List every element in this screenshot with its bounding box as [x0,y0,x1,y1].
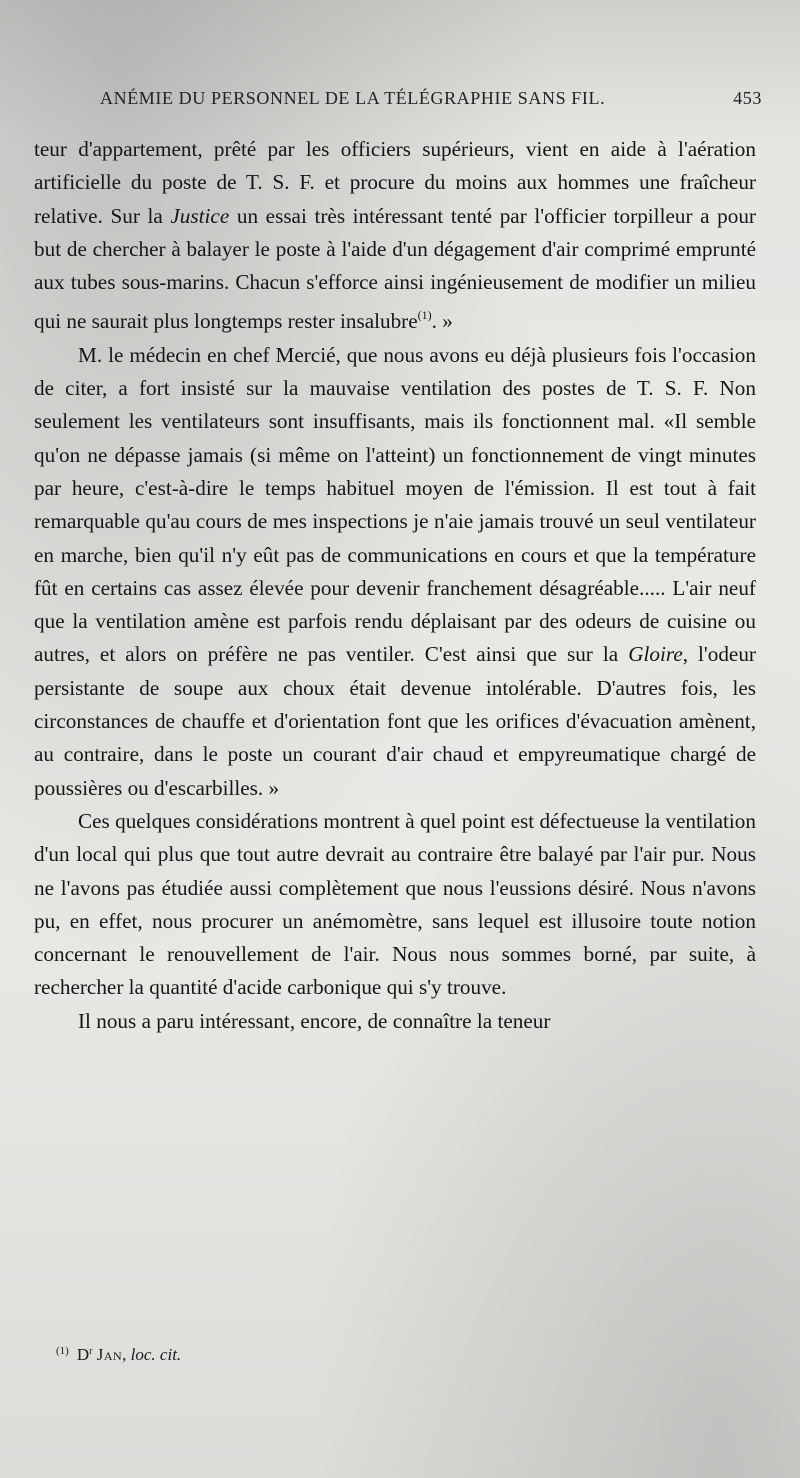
body-text [34,133,756,1038]
paragraph-1: teur d'appartement, prêté par les officiers supérieurs, vient en aide à l'aération artificielle du poste de T. S. F. et procure du moins aux hommes une fraîcheur relative. Sur la Justice un essai très intéressant tenté par l'officier torpilleur a pour but de chercher à balayer le poste à l'aide d'un dégagement d'air comprimé emprunté aux tubes sous-marins. Chacun s'efforce ainsi ingénieusement de modifier un milieu qui ne saurait plus longtemps rester insalubre$^{(1)}$. » [34,137,756,334]
paragraph-2: M. le médecin en chef Mercié, que nous avons eu déjà plusieurs fois l'occasion de citer, a fort insisté sur la mauvaise ventilation des postes de T. S. F. Non seulement les ventilateurs sont insuffisants, mais ils fonctionnent mal. «Il semble qu'on ne dépasse jamais (si même on l'atteint) un fonctionnement de vingt minutes par heure, c'est-à-dire le temps habituel moyen de l'émission. Il est tout à fait remarquable qu'au cours de mes inspections je n'aie jamais trouvé un seul ventilateur en marche, bien qu'il n'y eût pas de communications en cours et que la température fût en certains cas assez élevée pour devenir franchement désagréable..... L'air neuf que la ventilation amène est parfois rendu déplaisant par des odeurs de cuisine ou autres, et alors on préfère ne pas ventiler. C'est ainsi que sur la Gloire, l'odeur persistante de soupe aux choux était devenue intolérable. D'autres fois, les circonstances de chauffe et d'orientation font que les orifices d'évacuation amènent, au contraire, dans le poste un courant d'air chaud et empyreumatique chargé de poussières ou d'escarbilles. » [34,342,756,800]
footnote-author: Jan [96,1345,123,1364]
footnote-citation: loc. cit. [130,1345,182,1364]
page-number: 453 [733,88,762,108]
footnote-reference: (1) [417,308,432,323]
footnote: $^{(1)}$ $D^r$ Jan, loc. cit. [56,1345,182,1364]
ship-name-gloire: Gloire [628,642,683,667]
ship-name-justice: Justice [170,203,230,228]
running-header [100,88,762,109]
paragraph-4: Il nous a paru intéressant, encore, de connaître la teneur [78,1008,551,1033]
footnote-marker: (1) [56,1345,69,1357]
paragraph-3: Ces quelques considérations montrent à quel point est défectueuse la ventilation d'un local qui plus que tout autre devrait au contraire être balayé par l'air pur. Nous ne l'avons pas étudiée aussi complètement que nous l'eussions désiré. Nous n'avons pu, en effet, nous procurer un anémomètre, sans lequel est illusoire toute notion concernant le renouvellement de l'air. Nous nous sommes borné, par suite, à rechercher la quantité d'acide carbonique qui s'y trouve. [34,808,756,1000]
running-title: ANÉMIE DU PERSONNEL DE LA TÉLÉGRAPHIE SANS FIL. [100,88,606,108]
